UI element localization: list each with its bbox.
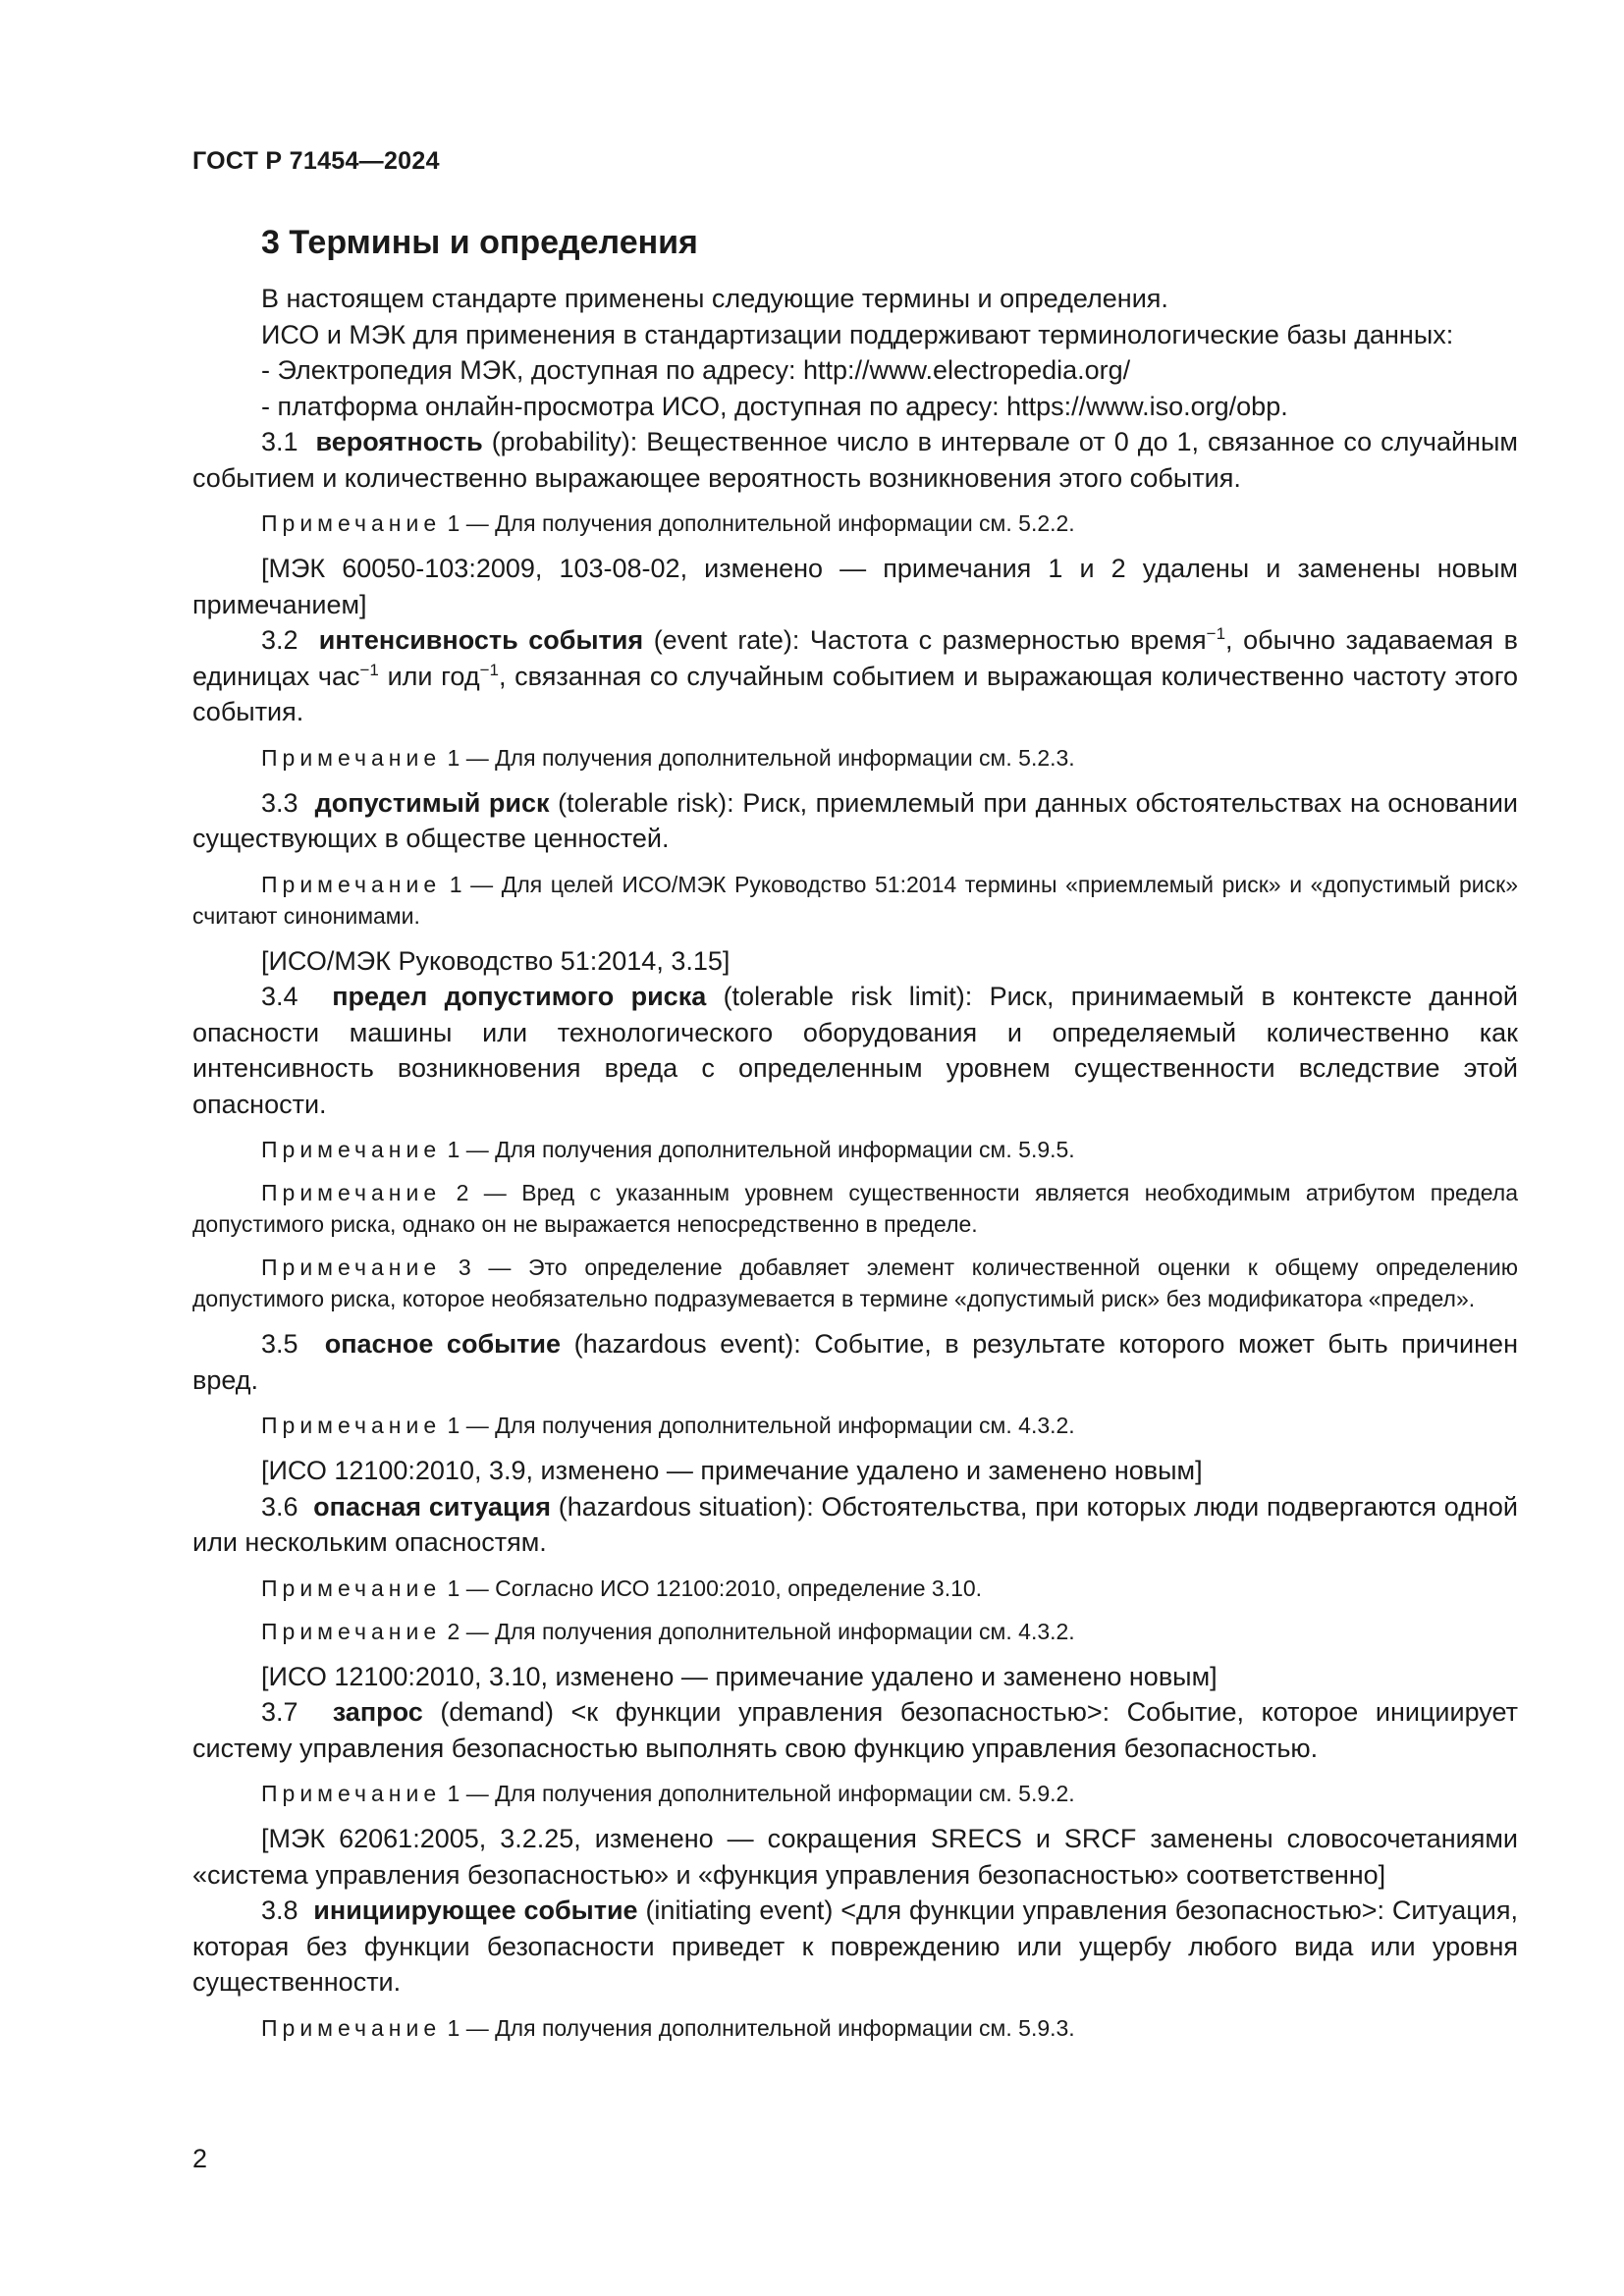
term-number: 3.6 (261, 1491, 298, 1522)
term-definition: (probability): Вещественное число в интервале от 0 до 1, связанное со случайным событием и количественно выражающее вероятность возникновения этого события. (192, 427, 1518, 493)
note (192, 742, 1518, 774)
note (192, 1778, 1518, 1809)
source-reference: [ИСО/МЭК Руководство 51:2014, 3.15] (261, 945, 731, 976)
superscript: −1 (359, 660, 379, 679)
note-label: Примечание (261, 1137, 442, 1162)
term-definition: , обычно задаваемая в единицах час (192, 625, 1518, 691)
note-text: 3 — Это определение добавляет элемент количественной оценки к общему определению допустимого риска, которое необязательно подразумевается в термине «допустимый риск» без модификатора «предел». (192, 1255, 1518, 1311)
note (192, 1134, 1518, 1165)
page-number: 2 (192, 2144, 208, 2173)
term-name: запрос (332, 1697, 423, 1727)
term-entry-3-5 (192, 1326, 1518, 1398)
note-label: Примечание (261, 1255, 442, 1280)
term-name: интенсивность события (318, 625, 644, 655)
term-entry-3-2 (192, 622, 1518, 730)
term-entry-3-1 (192, 424, 1518, 496)
superscript: −1 (1206, 624, 1226, 643)
note-label: Примечание (261, 1781, 442, 1806)
note (192, 2012, 1518, 2044)
note (192, 1616, 1518, 1647)
term-name: допустимый риск (314, 787, 550, 818)
term-name: опасное событие (324, 1329, 562, 1359)
term-definition: (hazardous event): Событие, в результате которого может быть причинен вред. (192, 1329, 1518, 1395)
source-reference: [МЭК 62061:2005, 3.2.25, изменено — сокращения SRECS и SRCF заменены словосочетаниями «система управления безопасностью» и «функция управления безопасностью» соответственно] (192, 1824, 1518, 1890)
note (192, 1573, 1518, 1604)
list-item: - Электропедия МЭК, доступная по адресу: http://www.electropedia.org/ (261, 355, 1131, 385)
note (192, 1410, 1518, 1441)
note (192, 507, 1518, 539)
note (192, 1177, 1518, 1240)
term-number: 3.7 (261, 1697, 298, 1727)
note-label: Примечание (261, 1575, 442, 1601)
term-definition: (tolerable risk limit): Риск, принимаемый в контексте данной опасности машины или технологического оборудования и определяемый количественно как интенсивность возникновения вреда с определенным уровнем существенности вследствие этой опасности. (192, 982, 1518, 1119)
term-entry-3-6 (192, 1489, 1518, 1561)
document-header: ГОСТ Р 71454—2024 (192, 147, 440, 175)
term-definition: (event rate): Частота с размерностью время (653, 625, 1207, 655)
note-text: 1 — Для получения дополнительной информации см. 5.9.5. (447, 1137, 1075, 1162)
term-entry-3-8 (192, 1893, 1518, 2001)
term-name: опасная ситуация (313, 1491, 551, 1522)
term-number: 3.1 (261, 427, 298, 456)
term-definition: (tolerable risk): Риск, приемлемый при данных обстоятельствах на основании существующих в обществе ценностей. (192, 787, 1518, 853)
note-text: 1 — Согласно ИСО 12100:2010, определение 3.10. (447, 1575, 983, 1601)
section-body (192, 281, 1518, 2056)
term-name: вероятность (315, 427, 483, 456)
list-item: - платформа онлайн-просмотра ИСО, доступная по адресу: https://www.iso.org/obp. (261, 391, 1288, 421)
note-text: 1 — Для получения дополнительной информации см. 5.9.3. (447, 2014, 1075, 2041)
source-reference: [ИСО 12100:2010, 3.10, изменено — примечание удалено и заменено новым] (261, 1661, 1218, 1691)
note-label: Примечание (261, 744, 442, 771)
note-label: Примечание (261, 1413, 442, 1438)
note (192, 869, 1518, 932)
note-text: 1 — Для получения дополнительной информации см. 5.2.3. (447, 744, 1075, 771)
term-definition: , связанная со случайным событием и выражающая количественно частоту этого события. (192, 661, 1518, 726)
term-name: инициирующее событие (313, 1896, 638, 1925)
note (192, 1252, 1518, 1314)
term-definition: или год (378, 661, 480, 691)
note-label: Примечание (261, 2014, 442, 2041)
source-reference: [ИСО 12100:2010, 3.9, изменено — примечание удалено и заменено новым] (261, 1456, 1203, 1485)
note-text: 2 — Вред с указанным уровнем существенности является необходимым атрибутом предела допустимого риска, однако он не выражается непосредственно в пределе. (192, 1180, 1519, 1237)
note-text: 1 — Для получения дополнительной информации см. 4.3.2. (447, 1413, 1075, 1438)
intro-line: ИСО и МЭК для применения в стандартизации поддерживают терминологические базы данных: (261, 319, 1454, 349)
term-number: 3.2 (261, 625, 298, 655)
term-name: предел допустимого риска (332, 982, 707, 1011)
term-entry-3-3 (192, 785, 1518, 857)
note-text: 2 — Для получения дополнительной информации см. 4.3.2. (447, 1618, 1075, 1644)
note-label: Примечание (261, 510, 442, 536)
term-number: 3.5 (261, 1329, 298, 1359)
note-text: 1 — Для получения дополнительной информации см. 5.9.2. (447, 1781, 1075, 1806)
source-reference: [МЭК 60050-103:2009, 103-08-02, изменено — примечания 1 и 2 удалены и заменены новым примечанием] (192, 554, 1518, 619)
term-number: 3.8 (261, 1896, 298, 1925)
term-number: 3.4 (261, 982, 298, 1011)
term-entry-3-7 (192, 1694, 1518, 1766)
note-text: 1 — Для целей ИСО/МЭК Руководство 51:2014 термины «приемлемый риск» и «допустимый риск» считают синонимами. (192, 871, 1519, 929)
term-number: 3.3 (261, 787, 298, 818)
term-definition: (hazardous situation): Обстоятельства, при которых люди подвергаются одной или нескольким опасностям. (192, 1491, 1518, 1557)
section-title: 3 Термины и определения (261, 224, 698, 261)
superscript: −1 (479, 660, 499, 679)
note-label: Примечание (261, 1180, 442, 1205)
term-entry-3-4 (192, 979, 1518, 1122)
note-text: 1 — Для получения дополнительной информации см. 5.2.2. (447, 510, 1075, 536)
term-definition: (initiating event) <для функции управления безопасностью>: Ситуация, которая без функции безопасности приведет к повреждению или ущербу любого вида или уровня существенности. (192, 1896, 1518, 1997)
note-label: Примечание (261, 1618, 442, 1644)
intro-line: В настоящем стандарте применены следующие термины и определения. (261, 284, 1168, 313)
term-definition: (demand) <к функции управления безопасностью>: Событие, которое инициирует систему управления безопасностью выполнять свою функцию управления безопасностью. (192, 1697, 1518, 1763)
note-label: Примечание (261, 871, 442, 897)
